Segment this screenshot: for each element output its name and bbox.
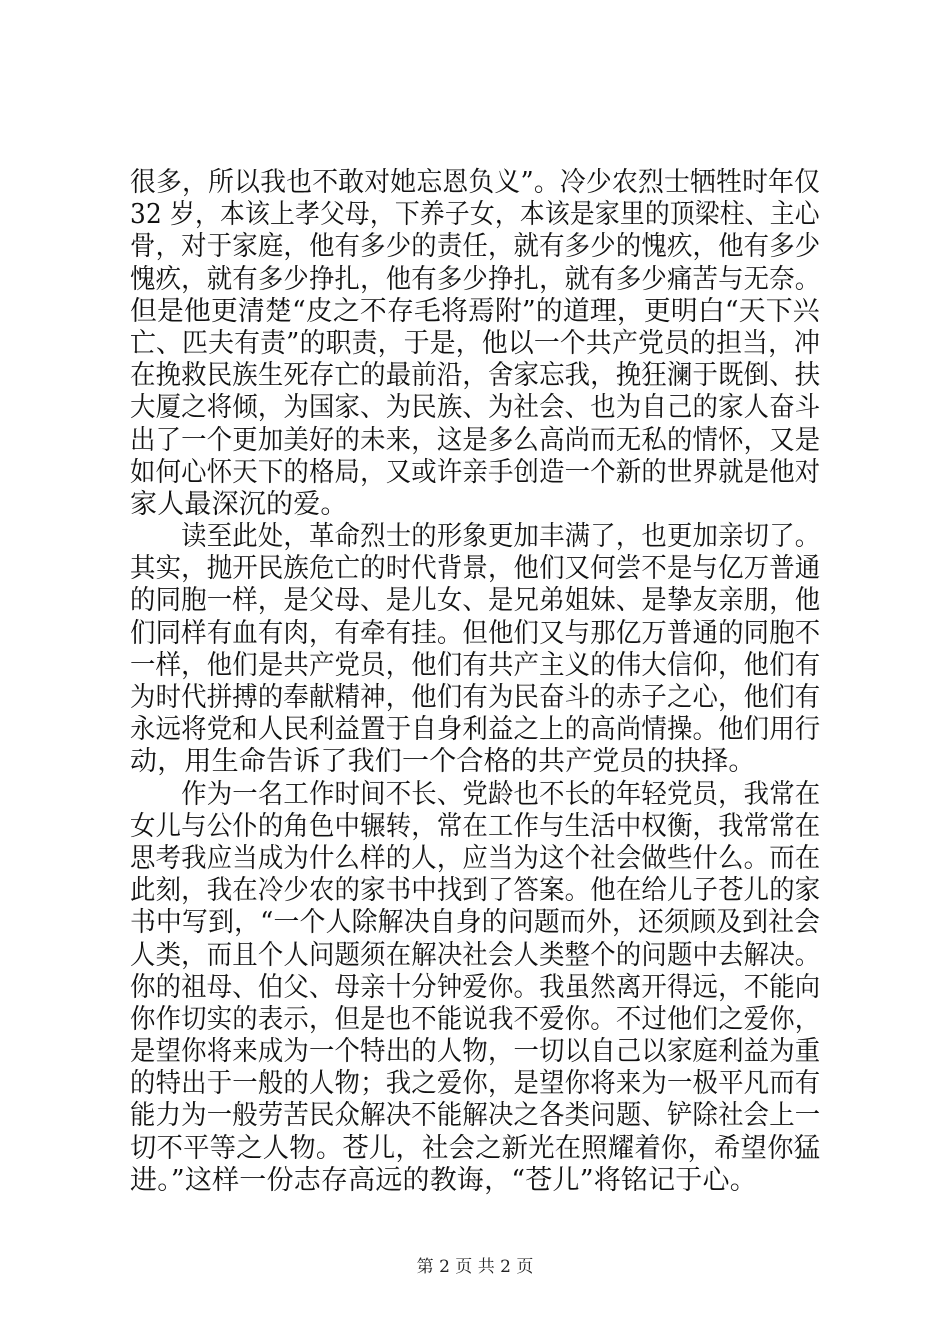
text-line: 的同胞一样，是父母、是儿女、是兄弟姐妹、是挚友亲朋，他 — [130, 585, 821, 617]
text-line: 的特出于一般的人物；我之爱你，是望你将来为一极平凡而有 — [130, 1068, 821, 1100]
text-line: 永远将党和人民利益置于自身利益之上的高尚情操。他们用行 — [130, 714, 821, 746]
text-line: 女儿与公仆的角色中辗转，常在工作与生活中权衡，我常常在 — [130, 810, 821, 842]
text-line: 一样，他们是共产党员，他们有共产主义的伟大信仰，他们有 — [130, 649, 821, 681]
text-line: 但是他更清楚“皮之不存毛将焉附”的道理，更明白“天下兴 — [130, 295, 820, 327]
text-line: 骨，对于家庭，他有多少的责任，就有多少的愧疚，他有多少 — [130, 231, 821, 263]
text-line: 切不平等之人物。苍儿，社会之新光在照耀着你，希望你猛 — [130, 1132, 821, 1164]
text-line: 此刻，我在冷少农的家书中找到了答案。他在给儿子苍儿的家 — [130, 875, 821, 907]
text-line: 其实，抛开民族危亡的时代背景，他们又何尝不是与亿万普通 — [130, 553, 821, 585]
text-line: 能力为一般劳苦民众解决不能解决之各类问题、铲除社会上一 — [130, 1100, 821, 1132]
text-line: 们同样有血有肉，有牵有挂。但他们又与那亿万普通的同胞不 — [130, 617, 821, 649]
text-line: 很多，所以我也不敢对她忘恩负义”。冷少农烈士牺牲时年仅 — [130, 167, 821, 198]
text-line: 书中写到，“一个人除解决自身的问题而外，还须顾及到社会 — [130, 907, 821, 939]
text-line: 你的祖母、伯父、母亲十分钟爱你。我虽然离开得远，不能向 — [130, 971, 821, 1003]
text-line: 作为一名工作时间不长、党龄也不长的年轻党员，我常在 — [130, 778, 821, 810]
text-line: 如何心怀天下的格局，又或许亲手创造一个新的世界就是他对 — [130, 456, 821, 488]
text-line: 读至此处，革命烈士的形象更加丰满了，也更加亲切了。 — [130, 521, 821, 553]
text-line: 你作切实的表示，但是也不能说我不爱你。不过他们之爱你， — [130, 1003, 821, 1035]
text-line: 家人最深沉的爱。 — [130, 488, 348, 520]
text-line: 进。”这样一份志存高远的教诲，“苍儿”将铭记于心。 — [130, 1164, 757, 1196]
text-line: 动，用生命告诉了我们一个合格的共产党员的抉择。 — [130, 746, 756, 778]
text-line: 愧疚，就有多少挣扎，他有多少挣扎，就有多少痛苦与无奈。 — [130, 263, 821, 295]
text-line: 在挽救民族生死存亡的最前沿，舍家忘我，挽狂澜于既倒、扶 — [130, 360, 821, 392]
text-line: 为时代拼搏的奉献精神，他们有为民奋斗的赤子之心，他们有 — [130, 682, 821, 713]
body-text — [130, 167, 830, 1197]
page-footer: 第 2 页 共 2 页 — [416, 1257, 534, 1277]
text-line: 是望你将来成为一个特出的人物，一切以自己以家庭利益为重 — [130, 1036, 821, 1068]
text-line: 亡、匹夫有责”的职责，于是，他以一个共产党员的担当，冲 — [130, 327, 821, 359]
text-line: 出了一个更加美好的未来，这是多么高尚而无私的情怀，又是 — [130, 424, 821, 456]
text-line: 人类，而且个人问题须在解决社会人类整个的问题中去解决。 — [130, 939, 821, 971]
text-line: 思考我应当成为什么样的人，应当为这个社会做些什么。而在 — [130, 842, 821, 874]
text-line: 大厦之将倾，为国家、为民族、为社会、也为自己的家人奋斗 — [130, 392, 821, 424]
text-line: 32 岁，本该上孝父母，下养子女，本该是家里的顶梁柱、主心 — [130, 199, 820, 231]
